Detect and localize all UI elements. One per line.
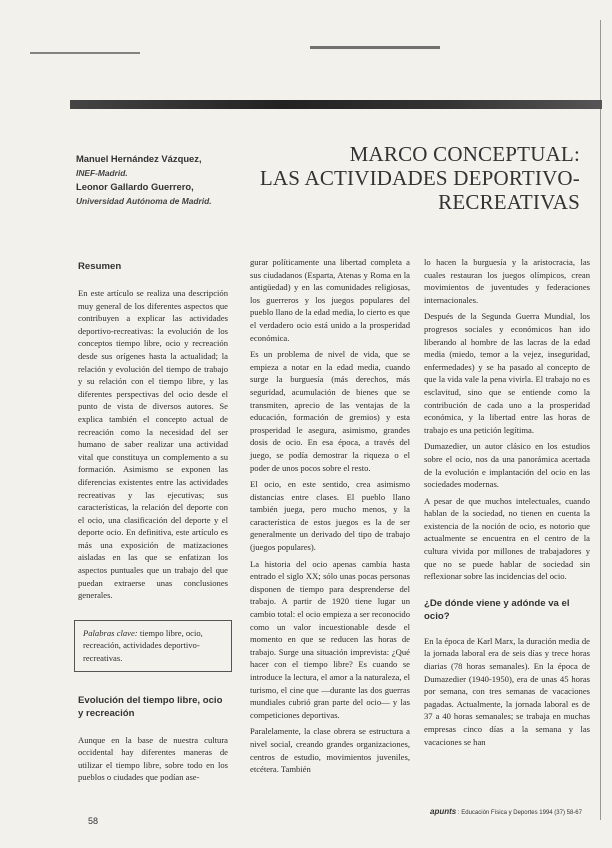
scan-edge-line <box>600 20 601 820</box>
column-1 <box>78 260 228 788</box>
author-name: Manuel Hernández Vázquez, <box>76 153 202 164</box>
paragraph: Después de la Segunda Guerra Mundial, los progresos sociales y económicos han ido liberando al hombre de las lacras de la edad media (miedo, temor a la vejez, inseguridad, enfermedades) y se ha pasado al concepto de que la vida vale la pena vivirla. El trabajo no es esclavitud, sino que se entiende como la contribución de cada uno a la prosperidad económica, y la libertad entre las horas de trabajo es una petición legítima. <box>424 311 590 435</box>
author-institution: INEF-Madrid. <box>76 168 128 178</box>
author-name: Leonor Gallardo Guerrero, <box>76 181 194 192</box>
keywords-box <box>74 620 232 672</box>
scan-mark-center <box>310 46 440 49</box>
journal-brand: apunts <box>430 807 457 816</box>
title-line: LAS ACTIVIDADES DEPORTIVO- <box>259 166 580 190</box>
journal-footer <box>430 807 582 816</box>
column-2 <box>250 256 410 780</box>
keywords-text: tiempo libre, ocio, recreación, actividades deportivo-recreativas. <box>83 627 203 664</box>
paragraph: La historia del ocio apenas cambia hasta entrado el siglo XX; sólo unas pocas personas disponen de tiempo para desprenderse del trabajo. A partir de 1920 tiene lugar un cambio total: el ocio empieza a ser reconocido como un valor incuestionable desde el momento en que se reducen las horas de trabajo. Surge una situación imprevista: ¿Qué hacer con el tiempo libre? Es cuando se introduce la lectura, el amor a la naturaleza, el turismo, el cine que —durante las dos guerras mundiales cubrió gran parte del ocio— y las competiciones deportivas. <box>250 558 410 720</box>
journal-citation: : Educación Física y Deportes 1994 (37) 58-67 <box>457 810 582 816</box>
paragraph: El ocio, en este sentido, crea asimismo distancias entre clases. El pueblo llano también juega, pero mucho menos, y la característica de estos juegos es la de ser generalmente un derivado del tipo de trabajo (juegos populares). <box>250 479 410 553</box>
article-title <box>250 142 580 214</box>
paragraph: A pesar de que muchos intelectuales, cuando hablan de la sociedad, no tienen en cuenta la existencia de la noción de ocio, es notorio que actualmente se encuentra en el centro de la cultura vivida por millones de trabajadores y que no se puede hablar de sociedad sin reflexionar sobre las incidencias del ocio. <box>424 495 590 582</box>
resumen-heading: Resumen <box>78 261 122 272</box>
title-line: MARCO CONCEPTUAL: <box>349 142 580 166</box>
keywords-label: Palabras clave: <box>83 627 138 638</box>
paragraph: gurar políticamente una libertad completa a sus ciudadanos (Esparta, Atenas y Roma en la antigüedad) y en las comunidades religiosas, los guerreros y los juegos populares del pueblo llano de la edad media, lo cierto es que el verdadero ocio está unido a la prosperidad económica. <box>250 257 410 343</box>
paragraph: Dumazedier, un autor clásico en los estudios sobre el ocio, nos da una panorámica acertada de la evolución e implantación del ocio en las sociedades modernas. <box>424 441 590 490</box>
author-institution: Universidad Autónoma de Madrid. <box>76 196 212 206</box>
section-heading: Evolución del tiempo libre, ocio y recreación <box>78 694 223 719</box>
paragraph: Paralelamente, la clase obrera se estructura a nivel social, creando grandes organizaciones, centros de estudio, movimientos juveniles, etcétera. También <box>250 726 410 775</box>
scan-mark-left <box>30 52 140 54</box>
title-line: RECREATIVAS <box>438 190 580 214</box>
authors-block <box>76 152 266 208</box>
paragraph: En la época de Karl Marx, la duración media de la jornada laboral era de seis días y trece horas diarias (78 horas semanales). En la época de Dumazedier (1940-1950), era de unas 45 horas por semana, con tres semanas de vacaciones pagadas. Actualmente, la jornada laboral es de 37 a 40 horas semanales; se trabaja en muchas empresas cinco días a la semana y las vacaciones se han <box>424 635 590 747</box>
paragraph: Es un problema de nivel de vida, que se empieza a notar en la edad media, cuando surge la burguesía (más derechos, más seguridad, acumulación de bienes que se transmiten, aprecio de las ventajas de la educación, formación de gremios) y esta prosperidad le asegura, asimismo, grandes dosis de ocio. En esa época, a través del juego, se podía demostrar la riqueza o el poder de unos pocos sobre el resto. <box>250 349 410 473</box>
page-number: 58 <box>88 816 99 826</box>
column-3 <box>424 256 590 752</box>
section-heading: ¿De dónde viene y adónde va el ocio? <box>424 597 570 622</box>
paragraph: Aunque en la base de nuestra cultura occidental hay diferentes maneras de utilizar el tiempo libre, sobre todo en los pueblos o ciudades que podían ase- <box>78 734 228 783</box>
header-rule <box>70 100 602 109</box>
paragraph: lo hacen la burguesía y la aristocracia, las cuales restauran los juegos olímpicos, crean movimientos de juventudes y federaciones internacionales. <box>424 257 590 305</box>
resumen-text: En este artículo se realiza una descripción muy general de los diferentes aspectos que contribuyen a explicar las actividades deportivo-recreativas: la evolución de los conceptos tiempo libre, ocio y recreación desde sus orígenes hasta la actualidad; la relación y evolución del tiempo de trabajo y su relación con el tiempo libre, y las diferentes perspectivas del ocio desde el punto de vista de diversos autores. Se explica también el concepto actual de recreación como la necesidad del ser humano de saber realizar una actividad vital que constituya un complemento a su formación. Asimismo se exponen las diferencias existentes entre las actividades recreativas y las ejecutivas; sus características, la relación del deporte con el ocio, una clasificación del deporte y el deporte ocio. En definitiva, este artículo es más una exposición de matizaciones aisladas en las que se enfatizan los aspectos puntuales que un trabajo del que puedan extraerse unas conclusiones generales. <box>78 288 228 601</box>
